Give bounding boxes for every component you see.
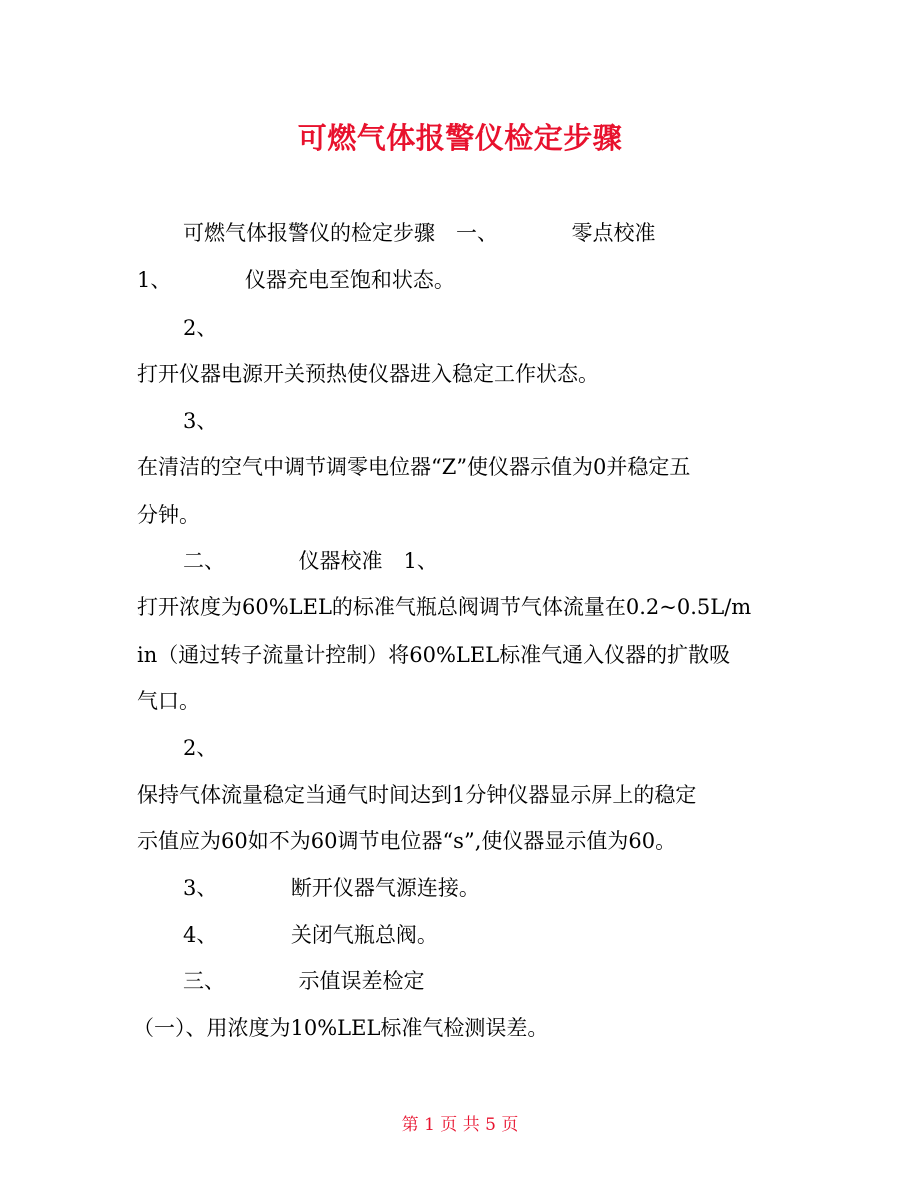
- text-line: 2、: [183, 316, 218, 340]
- text-line: 1、 仪器充电至饱和状态。: [137, 268, 455, 292]
- text-line: 3、: [183, 409, 218, 433]
- document-title: 可燃气体报警仪检定步骤: [297, 121, 623, 155]
- text-line: 打开浓度为60%LEL的标准气瓶总阀调节气体流量在0.2~0.5L/m: [137, 595, 752, 619]
- text-line: 3、 断开仪器气源连接。: [183, 876, 480, 900]
- text-line: 打开仪器电源开关预热使仪器进入稳定工作状态。: [137, 362, 599, 386]
- text-line: 保持气体流量稳定当通气时间达到1分钟仪器显示屏上的稳定: [137, 783, 697, 807]
- text-line: 二、 仪器校准 1、: [183, 549, 438, 573]
- text-line: 在清洁的空气中调节调零电位器“Z”使仪器示值为0并稳定五: [137, 455, 691, 479]
- text-line: 2、: [183, 736, 218, 760]
- page-number: 第 1 页 共 5 页: [401, 1115, 519, 1135]
- text-line: 4、 关闭气瓶总阀。: [183, 923, 438, 947]
- text-line: 气口。: [137, 689, 200, 713]
- text-line: 分钟。: [137, 503, 200, 527]
- text-line: 可燃气体报警仪的检定步骤 一、 零点校准: [183, 221, 656, 245]
- text-line: 示值应为60如不为60调节电位器“s”,使仪器显示值为60。: [137, 829, 677, 853]
- text-line: （一）、用浓度为10%LEL标准气检测误差。: [133, 1016, 549, 1040]
- text-line: in（通过转子流量计控制）将60%LEL标准气通入仪器的扩散吸: [137, 643, 731, 667]
- text-line: 三、 示值误差检定: [183, 969, 425, 993]
